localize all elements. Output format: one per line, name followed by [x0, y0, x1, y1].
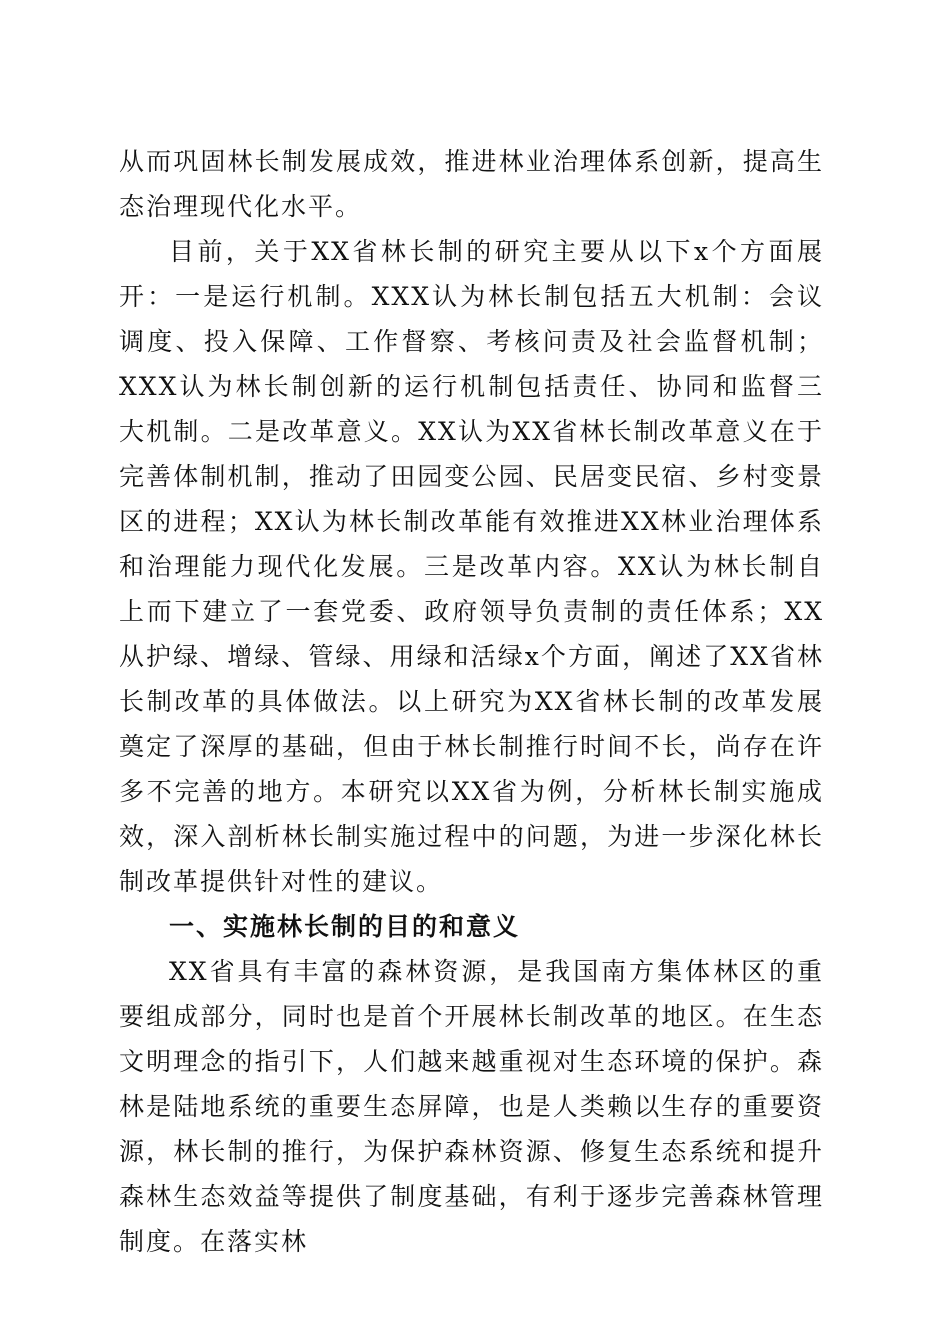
- paragraph-section-intro: XX省具有丰富的森林资源，是我国南方集体林区的重要组成部分，同时也是首个开展林长制改革的地区。在生态文明理念的指引下，人们越来越重视对生态环境的保护。森林是陆地系统的重要生态屏障，也是人类赖以生存的重要资源，林长制的推行，为保护森林资源、修复生态系统和提升森林生态效益等提供了制度基础，有利于逐步完善森林管理制度。在落实林: [119, 957, 824, 1256]
- paragraph-research-review: 目前，关于XX省林长制的研究主要从以下x个方面展开：一是运行机制。XXX认为林长制包括五大机制：会议调度、投入保障、工作督察、考核问责及社会监督机制；XXX认为林长制创新的运行机制包括责任、协同和监督三大机制。二是改革意义。XX认为XX省林长制改革意义在于完善体制机制，推动了田园变公园、民居变民宿、乡村变景区的进程；XX认为林长制改革能有效推进XX林业治理体系和治理能力现代化发展。三是改革内容。XX认为林长制自上而下建立了一套党委、政府领导负责制的责任体系；XX从护绿、增绿、管绿、用绿和活绿x个方面，阐述了XX省林长制改革的具体做法。以上研究为XX省林长制的改革发展奠定了深厚的基础，但由于林长制推行时间不长，尚存在许多不完善的地方。本研究以XX省为例，分析林长制实施成效，深入剖析林长制实施过程中的问题，为进一步深化林长制改革提供针对性的建议。: [119, 237, 824, 896]
- paragraph-continuation: 从而巩固林长制发展成效，推进林业治理体系创新，提高生态治理现代化水平。: [119, 147, 824, 221]
- section-heading: 一、实施林长制的目的和意义: [169, 912, 521, 941]
- document-body: [119, 139, 824, 1264]
